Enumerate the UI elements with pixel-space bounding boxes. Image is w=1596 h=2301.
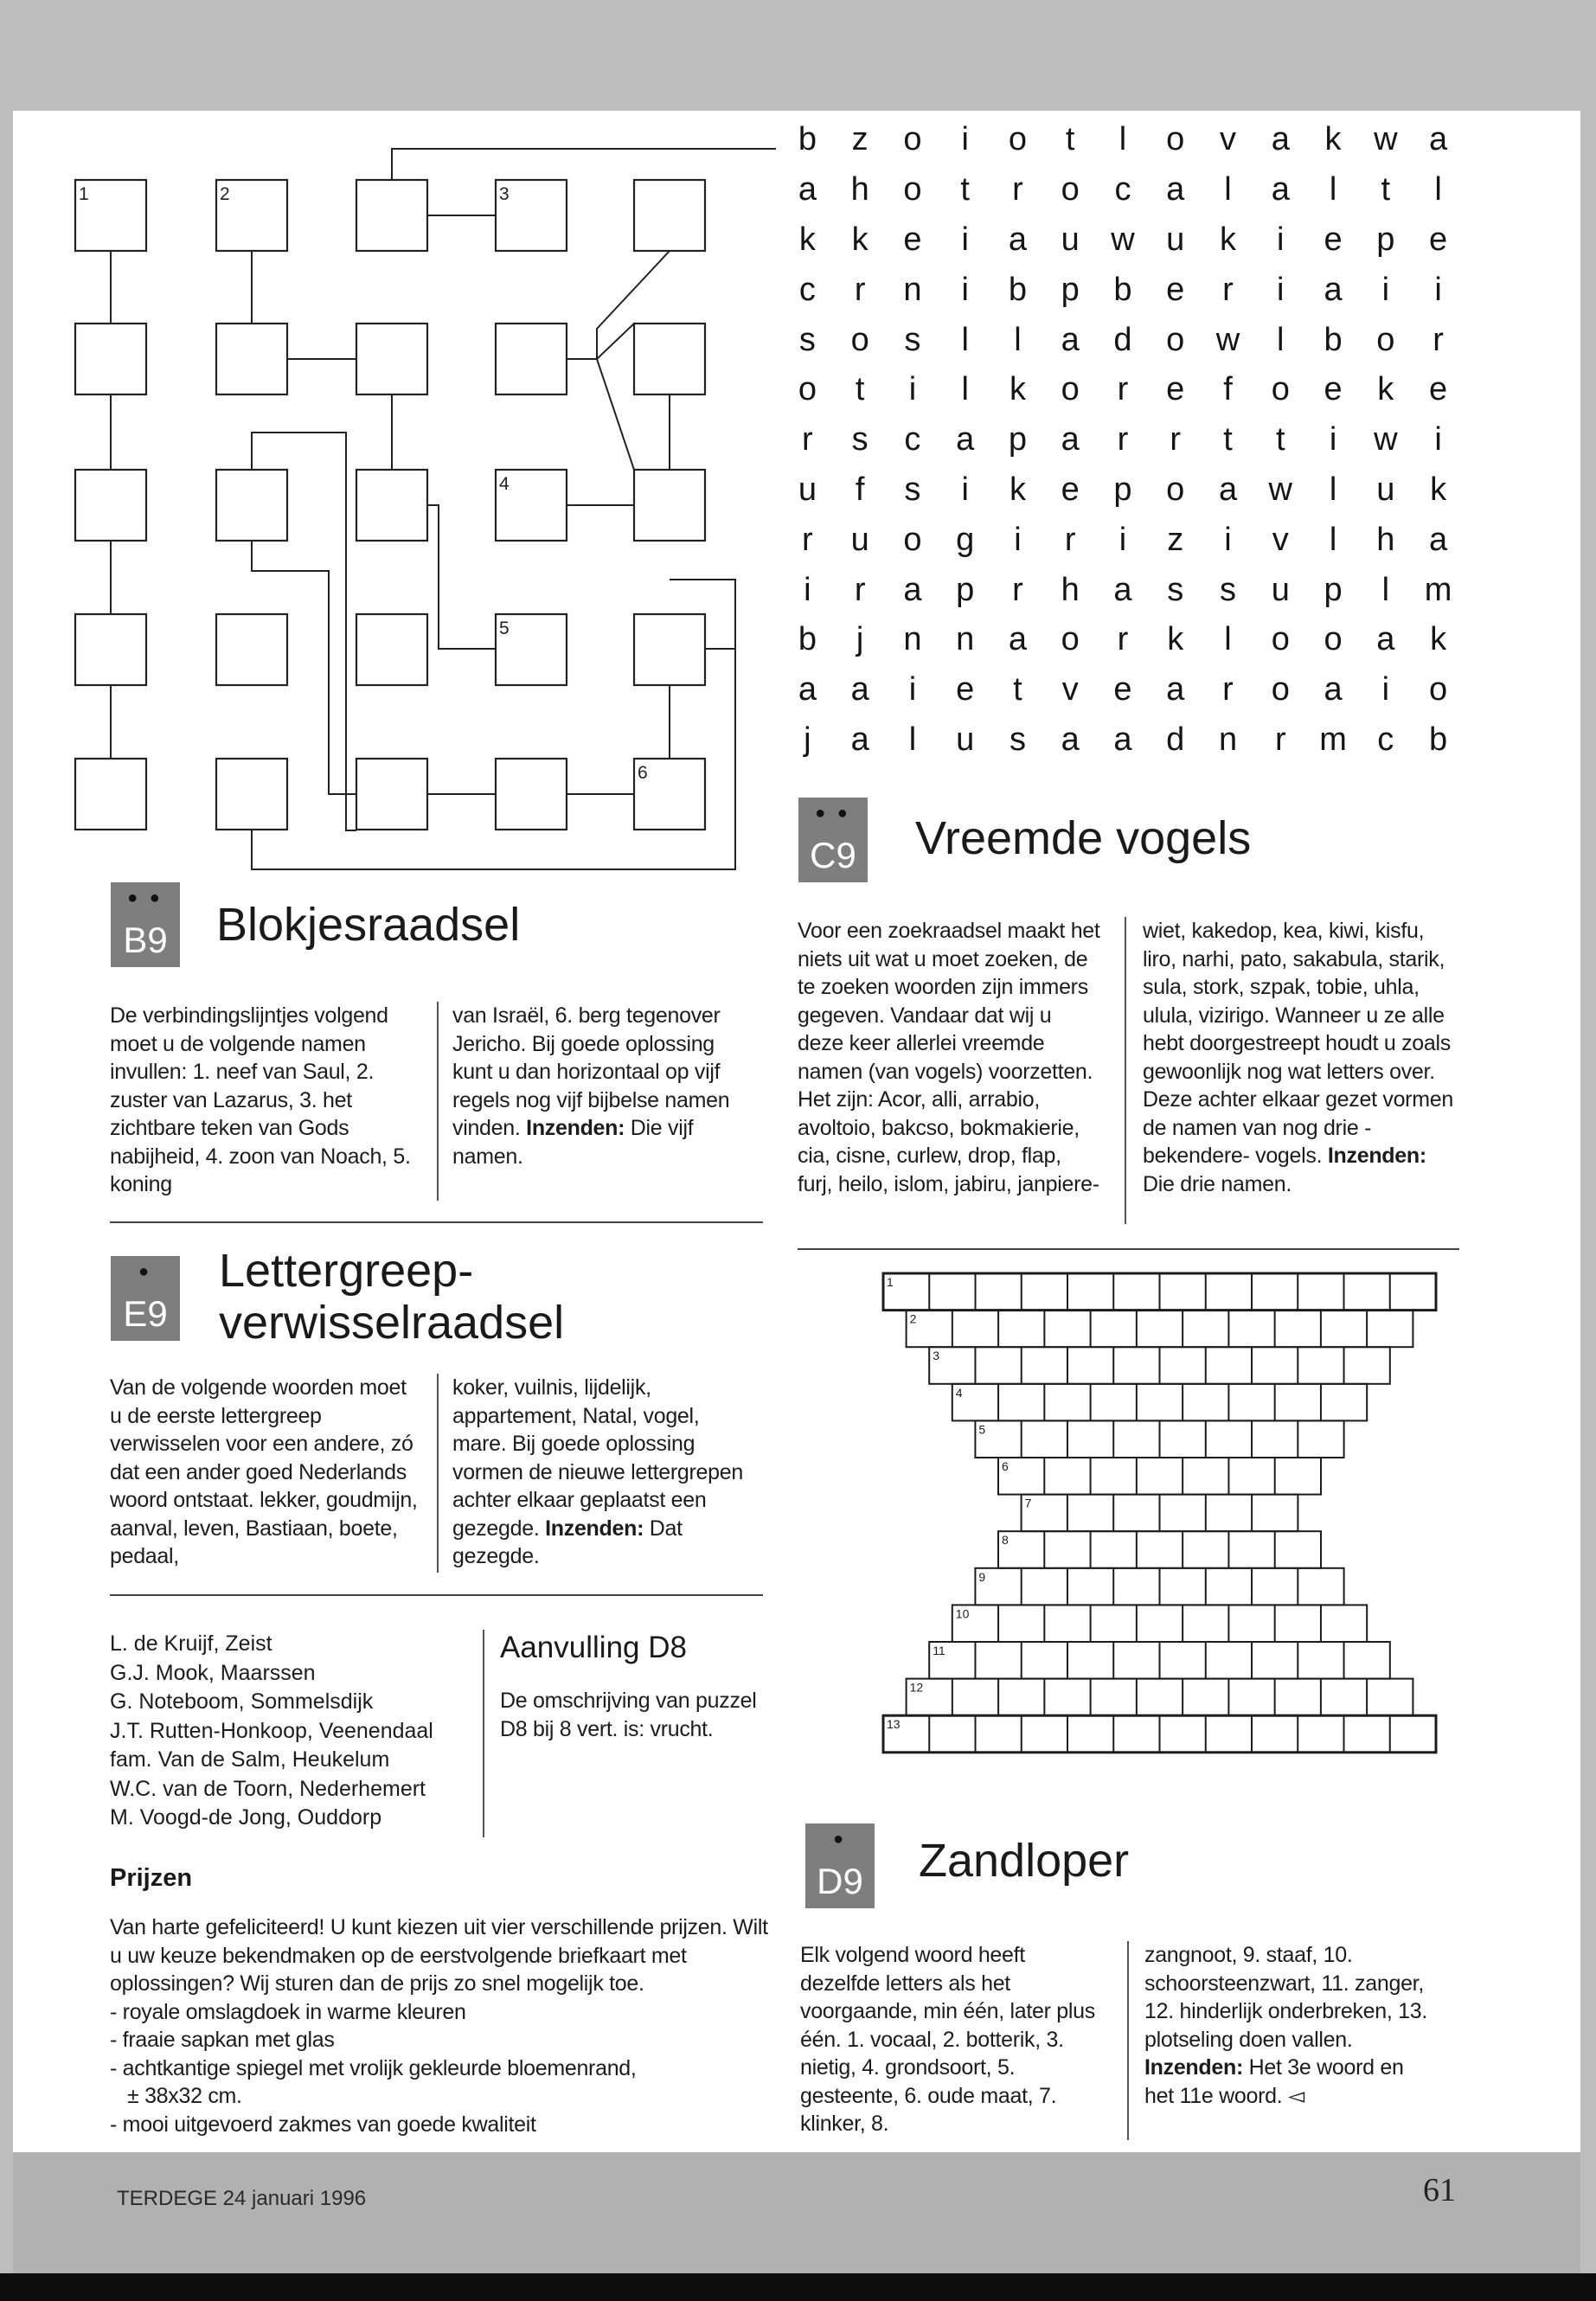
wordsearch-letter: l bbox=[1329, 521, 1337, 558]
wordsearch-letter: i bbox=[1381, 271, 1390, 308]
wordsearch-letter: h bbox=[1061, 571, 1080, 608]
wordsearch-letter: i bbox=[1434, 421, 1442, 458]
wordsearch-letter: h bbox=[850, 171, 869, 208]
wordsearch-letter: e bbox=[956, 671, 975, 708]
wordsearch-letter: r bbox=[1433, 321, 1444, 358]
zandloper-number: 5 bbox=[978, 1422, 986, 1437]
square-label: 3 bbox=[499, 184, 510, 204]
wordsearch-letter: t bbox=[1381, 171, 1391, 208]
wordsearch-letter: e bbox=[1166, 371, 1185, 408]
prize-item: - royale omslagdoek in warme kleuren bbox=[110, 1999, 466, 2024]
wordsearch-letter: m bbox=[1319, 721, 1347, 758]
wordsearch-letter: l bbox=[908, 721, 917, 758]
wordsearch-letter: a bbox=[1113, 721, 1132, 758]
wordsearch-letter: r bbox=[1064, 521, 1076, 558]
wordsearch-letter: h bbox=[1376, 521, 1395, 558]
e9-title-line2: verwisselraadsel bbox=[219, 1297, 565, 1349]
wordsearch-letter: n bbox=[1218, 721, 1238, 758]
wordsearch-letter: o bbox=[1166, 471, 1185, 508]
wordsearch-letter: s bbox=[1220, 571, 1236, 608]
wordsearch-letter: l bbox=[961, 371, 969, 408]
zandloper-row bbox=[952, 1605, 1367, 1642]
winner-entry: L. de Kruijf, Zeist bbox=[110, 1631, 272, 1656]
wordsearch-letter: l bbox=[1014, 321, 1022, 358]
wordsearch-letter: k bbox=[1009, 371, 1026, 408]
zandloper-row bbox=[975, 1420, 1343, 1458]
wordsearch-letter: r bbox=[854, 271, 866, 308]
wordsearch-letter: v bbox=[1220, 121, 1236, 158]
zandloper-number: 13 bbox=[887, 1717, 901, 1732]
wordsearch-letter: m bbox=[1424, 571, 1452, 608]
wordsearch-letter: u bbox=[956, 721, 975, 758]
c9-title: Vreemde vogels bbox=[915, 812, 1252, 864]
wordsearch-letter: u bbox=[1061, 221, 1080, 258]
d9-text-col1: Elk volgend woord heeft dezelfde letters als het voorgaande, min één, later plus één. 1. vocaal, 2. botterik, 3. nietig, 4. grondsoort, 5. gesteente, 6. oude maat, 7. klinker, 8. bbox=[800, 1943, 1095, 2136]
wordsearch-letter: d bbox=[1166, 721, 1185, 758]
wordsearch-letter: w bbox=[1215, 321, 1240, 358]
winner-entry: fam. Van de Salm, Heukelum bbox=[110, 1747, 390, 1772]
zandloper-number: 6 bbox=[1002, 1459, 1009, 1473]
wordsearch-letter: i bbox=[1329, 421, 1337, 458]
wordsearch-letter: o bbox=[903, 171, 922, 208]
winner-entry: W.C. van de Toorn, Nederhemert bbox=[110, 1776, 426, 1801]
zandloper-number: 9 bbox=[978, 1569, 986, 1584]
d9-text-col2: zangnoot, 9. staaf, 10. schoorsteenzwart, 11. zanger, 12. hinderlijk onderbreken, 13. plotseling doen vallen. Inzenden: Het 3e woord en het 11e woord. ◅ bbox=[1144, 1943, 1428, 2108]
wordsearch-letter: w bbox=[1374, 421, 1398, 458]
wordsearch-letter: k bbox=[1324, 121, 1342, 158]
wordsearch-letter: u bbox=[798, 471, 817, 508]
prize-item: - achtkantige spiegel met vrolijk gekleurde bloemenrand, bbox=[110, 2055, 637, 2080]
wordsearch-letter: a bbox=[1429, 121, 1448, 158]
wordsearch-letter: a bbox=[1271, 171, 1290, 208]
wordsearch-letter: w bbox=[1111, 221, 1135, 258]
zandloper-number: 3 bbox=[933, 1349, 939, 1363]
wordsearch-letter: a bbox=[1429, 521, 1448, 558]
prize-item: ± 38x32 cm. bbox=[127, 2084, 242, 2108]
wordsearch-letter: a bbox=[1166, 171, 1185, 208]
wordsearch-letter: e bbox=[1324, 371, 1343, 408]
zandloper-row bbox=[907, 1311, 1413, 1348]
wordsearch-letter: r bbox=[1117, 371, 1129, 408]
b9-title: Blokjesraadsel bbox=[216, 899, 521, 951]
wordsearch-letter: v bbox=[1061, 671, 1079, 708]
prijzen-title: Prijzen bbox=[110, 1864, 193, 1892]
page-number: 61 bbox=[1423, 2172, 1456, 2208]
c9-text-col2: wiet, kakedop, kea, kiwi, kisfu, liro, narhi, pato, sakabula, starik, sula, stork, szpak, tobie, uhla, ulula, vizirigo. Wanneer u ze alle hebt doorgestreept houdt u zoals gewoonlijk nog wat letters over. Deze achter elkaar gezet vormen de namen van nog drie -bekendere- vogels. Inzenden: Die drie namen. bbox=[1143, 919, 1453, 1196]
wordsearch-letter: a bbox=[1008, 221, 1028, 258]
wordsearch-letter: o bbox=[903, 521, 922, 558]
zandloper-row bbox=[1022, 1495, 1298, 1532]
wordsearch-letter: b bbox=[1324, 321, 1343, 358]
wordsearch-letter: a bbox=[903, 571, 922, 608]
prize-item: - fraaie sapkan met glas bbox=[110, 2028, 335, 2052]
wordsearch-letter: r bbox=[1222, 271, 1234, 308]
square-label: 2 bbox=[220, 184, 230, 204]
wordsearch-letter: k bbox=[851, 221, 869, 258]
wordsearch-letter: l bbox=[1224, 621, 1232, 658]
wordsearch-letter: a bbox=[956, 421, 975, 458]
wordsearch-letter: a bbox=[1061, 721, 1080, 758]
zandloper-number: 1 bbox=[887, 1275, 894, 1289]
wordsearch-letter: b bbox=[798, 121, 817, 158]
winner-entry: G. Noteboom, Sommelsdijk bbox=[110, 1689, 374, 1714]
zandloper-number: 4 bbox=[955, 1385, 963, 1400]
wordsearch-letter: r bbox=[1012, 171, 1023, 208]
zandloper-number: 7 bbox=[1024, 1496, 1032, 1510]
wordsearch-letter: g bbox=[956, 521, 975, 558]
wordsearch-letter: t bbox=[855, 371, 865, 408]
wordsearch-letter: k bbox=[1220, 221, 1236, 258]
d9-badge bbox=[805, 1823, 875, 1908]
puzzle-code: B9 bbox=[123, 920, 168, 960]
zandloper-row bbox=[883, 1715, 1436, 1753]
wordsearch-letter: i bbox=[961, 471, 969, 508]
wordsearch-letter: b bbox=[798, 621, 817, 658]
wordsearch-letter: i bbox=[1434, 271, 1442, 308]
c9-text-col1: Voor een zoekraadsel maakt het niets uit wat u moet zoeken, de te zoeken woorden zijn immers gegeven. Vandaar dat wij u deze keer allerlei vreemde namen (van vogels) voorzetten. Het zijn: Acor, alli, arrabio, avoltoio, bakcso, bokmakierie, cia, cisne, curlew, drop, flap, furj, heilo, islom, jabiru, janpiere- bbox=[798, 919, 1100, 1196]
wordsearch-letter: s bbox=[904, 321, 921, 358]
wordsearch-letter: i bbox=[1118, 521, 1127, 558]
wordsearch-letter: k bbox=[1167, 621, 1184, 658]
difficulty-dots: ● ● bbox=[127, 888, 163, 907]
wordsearch-letter: u bbox=[1271, 571, 1290, 608]
wordsearch-letter: r bbox=[1012, 571, 1023, 608]
square-label: 6 bbox=[638, 763, 648, 783]
wordsearch-letter: o bbox=[798, 371, 817, 408]
wordsearch-letter: o bbox=[1166, 321, 1185, 358]
wordsearch-letter: e bbox=[1429, 371, 1448, 408]
publication-line: TERDEGE 24 januari 1996 bbox=[117, 2187, 367, 2210]
wordsearch-letter: l bbox=[1329, 471, 1337, 508]
prize-item: - mooi uitgevoerd zakmes van goede kwaliteit bbox=[110, 2112, 536, 2137]
wordsearch-letter: d bbox=[1113, 321, 1132, 358]
winner-entry: J.T. Rutten-Honkoop, Veenendaal bbox=[110, 1718, 433, 1743]
wordsearch-letter: p bbox=[1008, 421, 1028, 458]
wordsearch-letter: a bbox=[1271, 121, 1290, 158]
wordsearch-letter: a bbox=[1324, 671, 1343, 708]
e9-text-col1: Van de volgende woorden moet u de eerste lettergreep verwisselen voor een andere, zó dat een ander goed Nederlands woord ontstaat. lekker, goudmijn, aanval, leven, Bastiaan, boete, pedaal, bbox=[110, 1375, 418, 1568]
wordsearch-letter: o bbox=[1271, 371, 1290, 408]
wordsearch-letter: t bbox=[1013, 671, 1022, 708]
wordsearch-letter: o bbox=[1008, 121, 1028, 158]
winner-entry: G.J. Mook, Maarssen bbox=[110, 1660, 316, 1685]
wordsearch-letter: p bbox=[956, 571, 975, 608]
wordsearch-letter: u bbox=[1166, 221, 1185, 258]
wordsearch-letter: f bbox=[855, 471, 865, 508]
wordsearch-letter: w bbox=[1268, 471, 1292, 508]
wordsearch-letter: t bbox=[1223, 421, 1233, 458]
zandloper-row bbox=[998, 1531, 1321, 1568]
zandloper-row bbox=[907, 1679, 1413, 1716]
wordsearch-letter: s bbox=[904, 471, 921, 508]
wordsearch-letter: o bbox=[1166, 121, 1185, 158]
page-footer bbox=[13, 2152, 1580, 2273]
aanvulling-title: Aanvulling D8 bbox=[500, 1631, 687, 1664]
zandloper-row bbox=[929, 1347, 1390, 1384]
wordsearch-letter: i bbox=[1224, 521, 1232, 558]
wordsearch-letter: i bbox=[1014, 521, 1022, 558]
difficulty-dots: ● bbox=[138, 1262, 153, 1281]
winner-entry: M. Voogd-de Jong, Ouddorp bbox=[110, 1805, 382, 1830]
wordsearch-letter: k bbox=[1377, 371, 1394, 408]
wordsearch-letter: r bbox=[1274, 721, 1286, 758]
wordsearch-letter: i bbox=[961, 271, 969, 308]
wordsearch-letter: r bbox=[1117, 421, 1129, 458]
zandloper-number: 12 bbox=[909, 1680, 924, 1695]
aanvulling-text: De omschrijving van puzzel D8 bij 8 vert. is: vrucht. bbox=[500, 1689, 757, 1741]
wordsearch-letter: r bbox=[854, 571, 866, 608]
wordsearch-letter: c bbox=[904, 421, 921, 458]
wordsearch-letter: e bbox=[1166, 271, 1185, 308]
zandloper-row bbox=[952, 1384, 1367, 1421]
wordsearch-letter: e bbox=[1429, 221, 1448, 258]
square-label: 5 bbox=[499, 619, 510, 638]
wordsearch-letter: a bbox=[1324, 271, 1343, 308]
wordsearch-letter: t bbox=[960, 171, 970, 208]
wordsearch-letter: u bbox=[850, 521, 869, 558]
wordsearch-letter: r bbox=[1117, 621, 1129, 658]
wordsearch-letter: a bbox=[1376, 621, 1395, 658]
wordsearch-letter: o bbox=[1061, 371, 1080, 408]
wordsearch-letter: i bbox=[961, 121, 969, 158]
wordsearch-letter: l bbox=[1329, 171, 1337, 208]
zandloper-number: 8 bbox=[1002, 1533, 1009, 1548]
wordsearch-letter: k bbox=[1430, 471, 1447, 508]
prijzen-text: Van harte gefeliciteerd! U kunt kiezen uit vier verschillende prijzen. Wilt u uw keuze bekendmaken op de eerstvolgende briefkaart met oplossingen? Wij sturen dan de prijs zo snel mogelijk toe. - royale omslagdoek in warme kleuren - fraaie sapkan met glas - achtkantige spiegel met vrolijk gekleurde bloemenrand, ± 38x32 cm. - mooi uitgevoerd zakmes van goede kwaliteit bbox=[110, 1913, 776, 2138]
square-label: 1 bbox=[79, 184, 89, 204]
wordsearch-letter: z bbox=[1167, 521, 1184, 558]
d9-title: Zandloper bbox=[919, 1835, 1130, 1887]
wordsearch-letter: v bbox=[1272, 521, 1289, 558]
wordsearch-letter: e bbox=[1324, 221, 1343, 258]
puzzle-code: D9 bbox=[817, 1861, 863, 1901]
wordsearch-letter: c bbox=[798, 271, 816, 308]
wordsearch-letter: e bbox=[1113, 671, 1132, 708]
wordsearch-letter: a bbox=[798, 171, 817, 208]
wordsearch-letter: a bbox=[1113, 571, 1132, 608]
puzzle-code: C9 bbox=[810, 835, 856, 875]
wordsearch-letter: o bbox=[1429, 671, 1448, 708]
wordsearch-letter: i bbox=[1381, 671, 1390, 708]
wordsearch-letter: o bbox=[1324, 621, 1343, 658]
wordsearch-letter: n bbox=[903, 621, 922, 658]
wordsearch-letter: p bbox=[1376, 221, 1395, 258]
wordsearch-letter: p bbox=[1324, 571, 1343, 608]
d9-column-divider bbox=[1127, 1941, 1129, 2140]
wordsearch-letter: j bbox=[804, 721, 811, 758]
wordsearch-letter: o bbox=[903, 121, 922, 158]
wordsearch-letter: l bbox=[1434, 171, 1442, 208]
wordsearch-letter: a bbox=[850, 721, 869, 758]
wordsearch-letter: r bbox=[1170, 421, 1182, 458]
wordsearch-letter: c bbox=[1114, 171, 1131, 208]
wordsearch-letter: a bbox=[1061, 321, 1080, 358]
wordsearch-letter: i bbox=[961, 221, 969, 258]
wordsearch-letter: i bbox=[1277, 221, 1285, 258]
zandloper-number: 10 bbox=[955, 1606, 970, 1621]
wordsearch-letter: e bbox=[1061, 471, 1080, 508]
wordsearch-letter: b bbox=[1008, 271, 1028, 308]
e9-title-line1: Lettergreep- bbox=[219, 1245, 474, 1297]
wordsearch-letter: a bbox=[1061, 421, 1080, 458]
zandloper-row bbox=[998, 1458, 1321, 1495]
wordsearch-letter: i bbox=[908, 371, 917, 408]
e9-text-col2: koker, vuilnis, lijdelijk, appartement, Natal, vogel, mare. Bij goede oplossing vormen de nieuwe lettergrepen achter elkaar geplaatst een gezegde. Inzenden: Dat gezegde. bbox=[452, 1375, 743, 1568]
wordsearch-letter: k bbox=[1430, 621, 1447, 658]
wordsearch-letter: l bbox=[1118, 121, 1127, 158]
wordsearch-letter: r bbox=[802, 421, 813, 458]
wordsearch-letter: e bbox=[903, 221, 922, 258]
wordsearch-letter: n bbox=[956, 621, 975, 658]
zandloper-number: 11 bbox=[933, 1644, 945, 1657]
wordsearch-letter: a bbox=[850, 671, 869, 708]
wordsearch-letter: z bbox=[851, 121, 869, 158]
zandloper-row bbox=[883, 1273, 1436, 1311]
puzzle-code: E9 bbox=[123, 1293, 168, 1334]
wordsearch-letter: k bbox=[1009, 471, 1026, 508]
wordsearch-letter: s bbox=[851, 421, 869, 458]
wordsearch-letter: t bbox=[1065, 121, 1075, 158]
wordsearch-letter: s bbox=[798, 321, 816, 358]
wordsearch-letter: l bbox=[1277, 321, 1285, 358]
bottom-strip bbox=[0, 2273, 1596, 2301]
wordsearch-letter: l bbox=[961, 321, 969, 358]
wordsearch-letter: s bbox=[1167, 571, 1184, 608]
wordsearch-letter: l bbox=[1224, 171, 1232, 208]
wordsearch-letter: f bbox=[1223, 371, 1233, 408]
wordsearch-letter: w bbox=[1374, 121, 1398, 158]
wordsearch-letter: c bbox=[1377, 721, 1394, 758]
wordsearch-letter: j bbox=[856, 621, 864, 658]
wordsearch-letter: a bbox=[798, 671, 817, 708]
b9-text-col1: De verbindingslijntjes volgend moet u de volgende namen invullen: 1. neef van Saul, 2. zuster van Lazarus, 3. het zichtbare teken van Gods nabijheid, 4. zoon van Noach, 5. koning bbox=[110, 1003, 411, 1196]
wordsearch-letter: o bbox=[850, 321, 869, 358]
wordsearch-letter: l bbox=[1381, 571, 1390, 608]
zandloper-row bbox=[929, 1642, 1390, 1679]
wordsearch-letter: r bbox=[802, 521, 813, 558]
zandloper-number: 2 bbox=[909, 1311, 917, 1326]
wordsearch-letter: r bbox=[1222, 671, 1234, 708]
wordsearch-letter: b bbox=[1113, 271, 1132, 308]
wordsearch-letter: o bbox=[1061, 621, 1080, 658]
wordsearch-letter: i bbox=[1277, 271, 1285, 308]
wordsearch-letter: o bbox=[1271, 671, 1290, 708]
wordsearch-letter: i bbox=[908, 671, 917, 708]
wordsearch-letter: u bbox=[1376, 471, 1395, 508]
wordsearch-letter: n bbox=[903, 271, 922, 308]
wordsearch-letter: i bbox=[804, 571, 811, 608]
wordsearch-letter: t bbox=[1275, 421, 1285, 458]
wordsearch-letter: p bbox=[1113, 471, 1132, 508]
difficulty-dots: ● ● bbox=[815, 804, 851, 823]
b9-text-col2: van Israël, 6. berg tegenover Jericho. Bij goede oplossing kunt u dan horizontaal op vijf regels nog vijf bijbelse namen vinden. Inzenden: Die vijf namen. bbox=[452, 1003, 730, 1169]
wordsearch-letter: o bbox=[1061, 171, 1080, 208]
wordsearch-letter: a bbox=[1166, 671, 1185, 708]
wordsearch-letter: a bbox=[1218, 471, 1238, 508]
square-label: 4 bbox=[499, 474, 510, 494]
wordsearch-letter: s bbox=[1009, 721, 1026, 758]
wordsearch-letter: o bbox=[1376, 321, 1395, 358]
wordsearch-letter: o bbox=[1271, 621, 1290, 658]
wordsearch-letter: k bbox=[798, 221, 816, 258]
wordsearch-letter: a bbox=[1008, 621, 1028, 658]
difficulty-dots: ● bbox=[832, 1830, 848, 1849]
zandloper-row bbox=[975, 1568, 1343, 1606]
wordsearch-letter: b bbox=[1429, 721, 1448, 758]
wordsearch-letter: p bbox=[1061, 271, 1080, 308]
